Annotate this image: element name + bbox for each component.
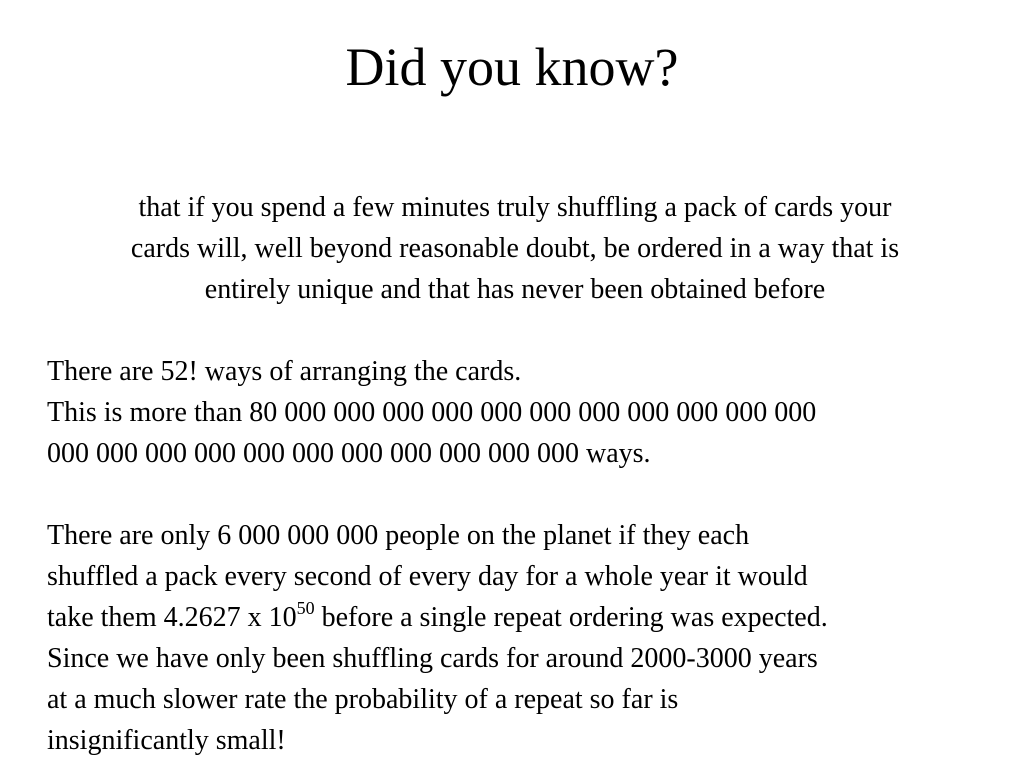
slide-title: Did you know? (345, 37, 679, 97)
population-line: at a much slower rate the probability of a repeat so far is (47, 684, 679, 715)
population-paragraph (47, 515, 1007, 761)
population-line: insignificantly small! (47, 725, 286, 756)
intro-line: entirely unique and that has never been obtained before (204, 274, 826, 305)
exponent-base-text: take them 4.2627 x 10 (47, 602, 297, 633)
intro-line: cards will, well beyond reasonable doubt, be ordered in a way that is (130, 233, 900, 264)
arrangements-paragraph (47, 351, 1007, 474)
arrangements-line: This is more than 80 000 000 000 000 000 000 000 000 000 000 000 (47, 397, 817, 428)
exponent-trailing-text: before a single repeat ordering was expected. (314, 602, 828, 633)
arrangements-line: 000 000 000 000 000 000 000 000 000 000 000 ways. (47, 438, 651, 469)
population-line: Since we have only been shuffling cards for around 2000-3000 years (47, 643, 818, 674)
exponent-superscript: 50 (296, 597, 315, 618)
intro-line: that if you spend a few minutes truly shuffling a pack of cards your (138, 192, 892, 223)
population-line: There are only 6 000 000 000 people on the planet if they each (47, 520, 750, 551)
intro-paragraph (40, 187, 990, 310)
population-line: shuffled a pack every second of every day for a whole year it would (47, 561, 808, 592)
population-line-with-exponent (47, 597, 1007, 638)
arrangements-line: There are 52! ways of arranging the cards. (47, 356, 522, 387)
